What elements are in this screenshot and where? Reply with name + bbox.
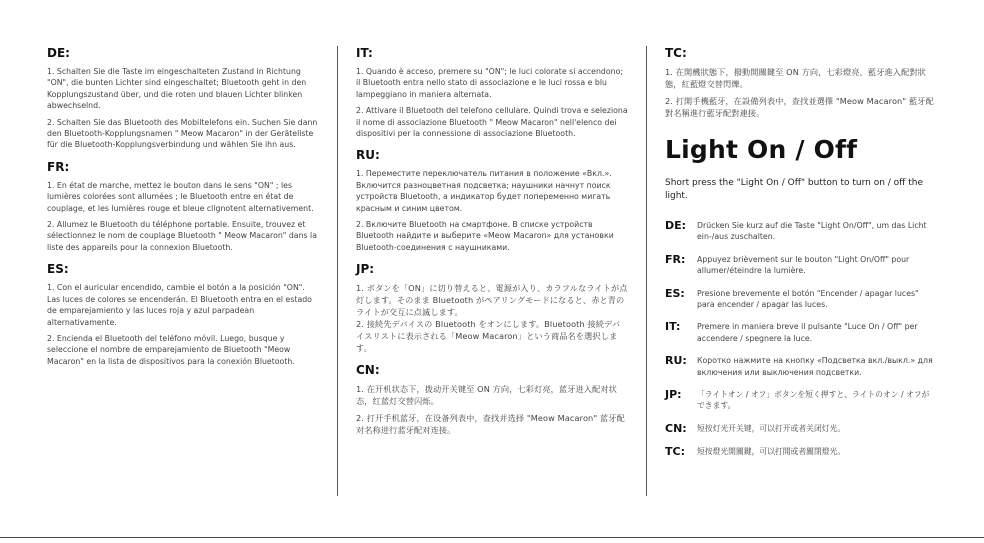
instruction-paragraph: 2. Attivare il Bluetooth del telefono cellulare. Quindi trova e seleziona il nome di associazione Bluetooth " Meow Macaron" nell'elenco dei dispositivi per la connessione di associazione Bluetooth. <box>356 106 628 139</box>
light-row-tc <box>665 445 937 458</box>
instruction-paragraph: 2. Encienda el Bluetooth del teléfono móvil. Luego, busque y seleccione el nombre de emparejamiento de Bluetooth "Meow Macaron" en la lista de dispositivos para la conexión Bluetooth. <box>47 333 295 366</box>
instruction-paragraph: 1. 在开机状态下，拨动开关键至 ON 方向，七彩灯亮，蓝牙进入配对状态，红蓝灯交替闪烁。 <box>356 384 617 407</box>
section-heading: TC: <box>665 46 687 60</box>
language-code: JP: <box>665 388 682 402</box>
section-fr <box>47 160 319 253</box>
section-heading: CN: <box>356 363 380 378</box>
light-instruction: Appuyez brièvement sur le bouton "Light On/Off" pour allumer/éteindre la lumière. <box>697 254 910 276</box>
instruction-paragraph: 1. En état de marche, mettez le bouton dans le sens "ON" ; les lumières colorées sont allumées ; le Bluetooth entre en état de couplage, et les lumières rouge et bleue clignotent alternativement. <box>47 180 314 213</box>
instruction-paragraph: 1. Quando è acceso, premere su "ON"; le luci colorate si accendono; il Bluetooth entra nello stato di associazione e le luci rossa e blu lampeggiano in maniera alternata. <box>356 67 623 99</box>
section-heading: FR: <box>47 159 70 174</box>
column-2 <box>356 46 628 445</box>
instruction-paragraph: 1. Schalten Sie die Taste im eingeschalteten Zustand in Richtung "ON", die bunten Lichter sind eingeschaltet; Bluetooth geht in den Kopplungszustand über, und die roten und blauen Lichter blinken abwechselnd. <box>47 67 307 111</box>
light-row-cn <box>665 422 937 435</box>
section-heading: ES: <box>47 262 69 277</box>
section-heading: RU: <box>356 148 380 163</box>
instruction-paragraph: 2. 打开手机蓝牙，在设备列表中，查找并选择 "Meow Macaron" 蓝牙配对名称进行蓝牙配对连接。 <box>356 413 625 436</box>
section-heading: JP: <box>356 262 375 277</box>
column-3 <box>665 46 937 468</box>
light-instruction: Presione brevemente el botón "Encender / apagar luces" para encender / apagar las luces. <box>697 288 919 310</box>
light-on-off-title: Light On / Off <box>665 135 858 164</box>
light-instruction: 短按燈光開關鍵，可以打開或者關閉燈光。 <box>697 446 846 456</box>
light-row-fr <box>665 253 937 277</box>
language-code: TC: <box>665 444 685 458</box>
light-row-jp <box>665 388 937 412</box>
column-1 <box>47 46 319 376</box>
section-tc <box>665 46 937 119</box>
section-jp <box>356 262 628 354</box>
page-bottom-rule <box>0 537 984 538</box>
instruction-paragraph: 2. 打開手機藍牙，在設備列表中，查找並選擇 "Meow Macaron" 藍牙配對名稱進行藍牙配對連接。 <box>665 96 934 118</box>
instruction-paragraph: 1. 在開機狀態下，撥動開關鍵至 ON 方向，七彩燈亮，藍牙進入配對狀態，紅藍燈交替閃爍。 <box>665 67 926 89</box>
light-row-de <box>665 219 937 243</box>
instruction-paragraph: 2. Allumez le Bluetooth du téléphone portable. Ensuite, trouvez et sélectionnez le nom de couplage Bluetooth " Meow Macaron" dans la liste des appareils pour la connexion Bluetooth. <box>47 220 317 252</box>
instruction-paragraph: 2. Schalten Sie das Bluetooth des Mobiltelefons ein. Suchen Sie dann den Bluetooth-Kopplungsnamen " Meow Macaron" in der Geräteliste für die Bluetooth-Kopplungsverbindung und wählen Sie ihn aus. <box>47 117 318 150</box>
light-instruction: Premere in maniera breve il pulsante "Luce On / Off" per accendere / spegnere la luce. <box>697 322 918 343</box>
light-on-off-intro: Short press the "Light On / Off" button to turn on / off the light. <box>665 178 924 201</box>
light-instruction: 短按灯光开关键，可以打开或者关闭灯光。 <box>697 423 846 433</box>
section-cn <box>356 363 628 436</box>
language-code: FR: <box>665 252 686 266</box>
light-instruction: Drücken Sie kurz auf die Taste "Light On/Off", um das Licht ein-/aus zuschalten. <box>697 221 927 242</box>
light-row-it <box>665 320 937 344</box>
instruction-paragraph: 2. Включите Bluetooth на смартфоне. В списке устройств Bluetooth найдите и выберите «Meow Macaron» для установки Bluetooth-соединения с наушниками. <box>356 220 614 252</box>
section-it <box>356 46 628 139</box>
column-divider <box>337 46 338 496</box>
section-heading: DE: <box>47 46 70 60</box>
column-divider <box>646 46 647 496</box>
section-ru <box>356 148 628 253</box>
light-row-ru <box>665 354 937 378</box>
language-code: IT: <box>665 320 681 334</box>
language-code: CN: <box>665 421 687 435</box>
language-code: DE: <box>665 219 687 232</box>
light-row-es <box>665 287 937 311</box>
light-instruction: 「ライトオン / オフ」ボタンを短く押すと、ライトのオン / オフができます。 <box>697 390 930 411</box>
section-es <box>47 262 319 367</box>
instruction-paragraph: 1. ボタンを「ON」に切り替えると、電源が入り、カラフルなライトが点灯します。そのまま Bluetooth がペアリングモードになると、赤と青のライトが交互に点滅します。 2. 接続先デバイスの Bluetooth をオンにします。Bluetooth 接続デバイスリストに表示される「Meow Macaron」という商品名を選択します。 <box>356 283 628 354</box>
light-instruction: Коротко нажмите на кнопку «Подсветка вкл./выкл.» для включения или выключения подсветки. <box>697 356 933 377</box>
language-code: RU: <box>665 354 687 368</box>
section-heading: IT: <box>356 46 373 60</box>
instruction-paragraph: 1. Переместите переключатель питания в положение «Вкл.». Включится разноцветная подсветка; наушники начнут поиск устройств Bluetooth, а индикатор будет попеременно мигать красным и синим цветом. <box>356 169 612 213</box>
section-de <box>47 46 319 151</box>
language-code: ES: <box>665 286 685 300</box>
instruction-paragraph: 1. Con el auricular encendido, cambie el botón a la posición "ON". Las luces de colores se encenderán. El Bluetooth entra en el estado de emparejamiento y las luces roja y azul parpadean alternativamente. <box>47 283 312 327</box>
